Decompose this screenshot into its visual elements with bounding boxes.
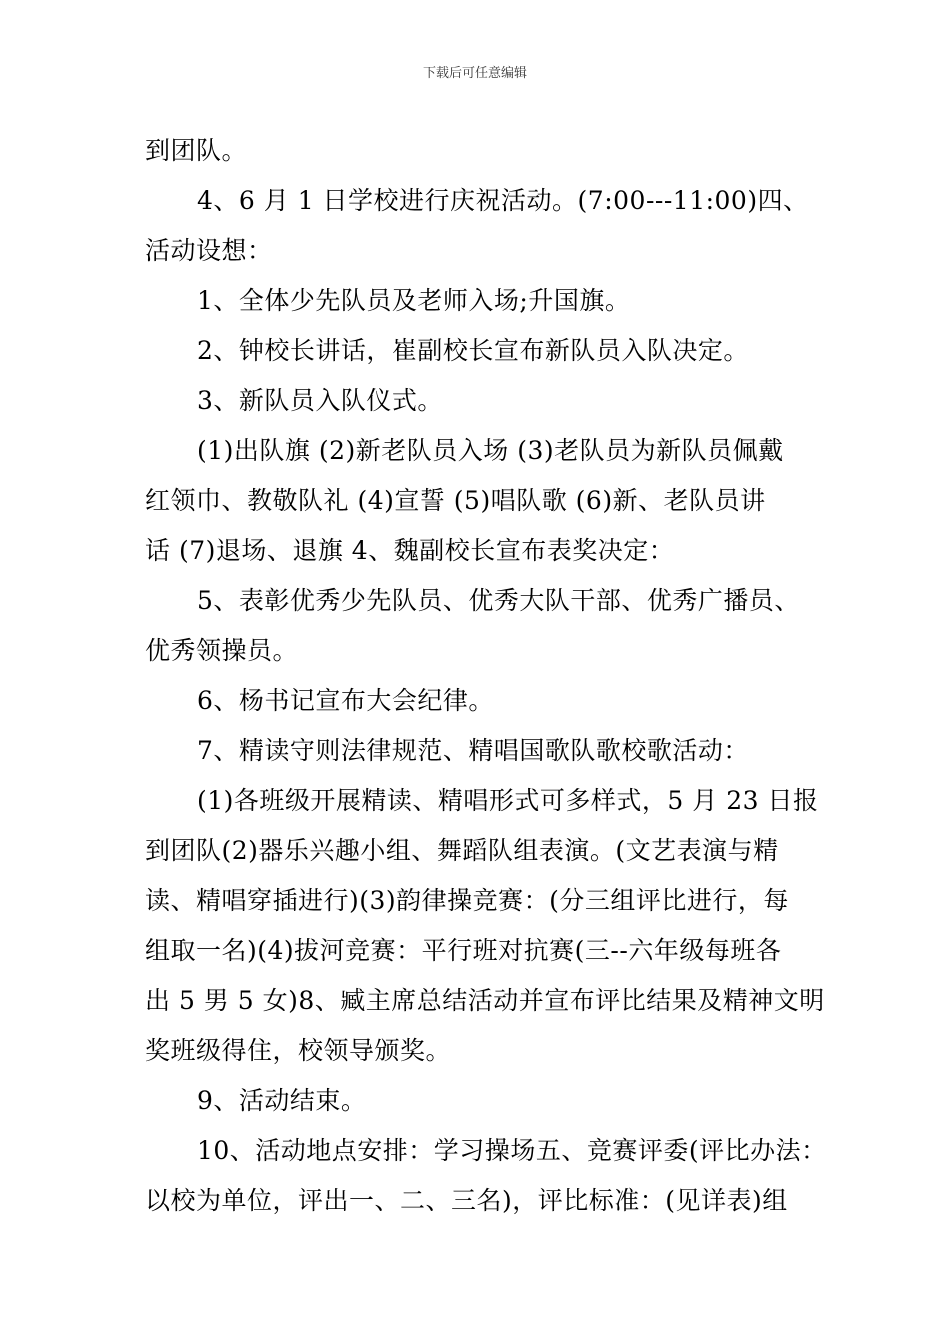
text-line: 读、精唱穿插进行)(3)韵律操竞赛：(分三组评比进行，每 [145,886,789,915]
text-line: 6、杨书记宣布大会纪律。 [197,686,494,715]
text-line: 活动设想： [145,236,273,265]
text-line: 3、新队员入队仪式。 [197,386,443,415]
document-text [145,126,827,1226]
text-line: 5、表彰优秀少先队员、优秀大队干部、优秀广播员、 [197,586,800,615]
text-line: 以校为单位，评出一、二、三名)，评比标准：(见详表)组 [145,1186,788,1215]
text-line: 7、精读守则法律规范、精唱国歌队歌校歌活动： [197,736,749,765]
text-line: 10、活动地点安排：学习操场五、竞赛评委(评比办法： [197,1136,827,1165]
text-line: 到团队。 [145,136,248,165]
text-line: 到团队(2)器乐兴趣小组、舞蹈队组表演。(文艺表演与精 [145,836,779,865]
text-line: (1)出队旗 (2)新老队员入场 (3)老队员为新队员佩戴 [197,436,784,465]
text-line: 奖班级得住，校领导颁奖。 [145,1036,452,1065]
document-body [145,126,827,1226]
text-line: 9、活动结束。 [197,1086,367,1115]
text-line: 1、全体少先队员及老师入场;升国旗。 [197,286,631,315]
text-line: 优秀领操员。 [145,636,299,665]
page-header: 下载后可任意编辑 [422,66,527,81]
text-line: 2、钟校长讲话，崔副校长宣布新队员入队决定。 [197,336,749,365]
text-line: 4、6 月 1 日学校进行庆祝活动。(7:00---11:00)四、 [197,186,809,215]
text-line: 红领巾、教敬队礼 (4)宣誓 (5)唱队歌 (6)新、老队员讲 [145,486,766,515]
text-line: 组取一名)(4)拔河竞赛：平行班对抗赛(三--六年级每班各 [145,936,782,965]
text-line: (1)各班级开展精读、精唱形式可多样式，5 月 23 日报 [197,786,819,815]
text-line: 出 5 男 5 女)8、臧主席总结活动并宣布评比结果及精神文明 [145,986,825,1015]
text-line: 话 (7)退场、退旗 4、魏副校长宣布表奖决定： [145,536,675,565]
